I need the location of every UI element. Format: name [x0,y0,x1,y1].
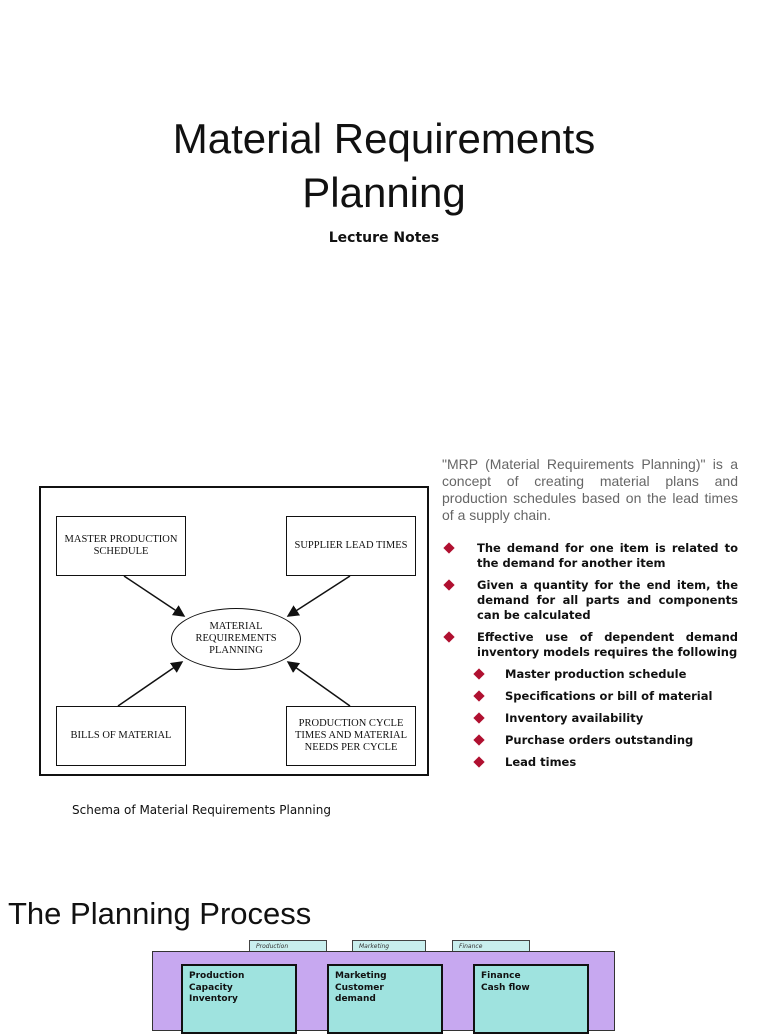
mrp-diagram [39,486,429,776]
diamond-bullet-icon [473,756,484,767]
planning-process-title: The Planning Process [8,896,312,931]
box-bills-of-material: BILLS OF MATERIAL [56,706,186,766]
list-item: Effective use of dependent demand inventory models requires the following [442,630,738,660]
diamond-bullet-icon [473,712,484,723]
slide-subtitle: Lecture Notes [328,230,440,246]
arrow-top-right [288,576,350,616]
arrow-bottom-left [118,662,182,706]
list-item: The demand for one item is related to the demand for another item [442,541,738,571]
sub-list-item: Inventory availability [442,711,738,726]
box-master-production-schedule: MASTER PRODUCTION SCHEDULE [56,516,186,576]
bullet-list [442,541,738,777]
diamond-bullet-icon [473,690,484,701]
tab-marketing-label: Marketing [352,940,426,954]
diamond-bullet-icon [443,631,454,642]
box-production-cycle-times: PRODUCTION CYCLE TIMES AND MATERIAL NEEDS PER CYCLE [286,706,416,766]
diagram-caption: Schema of Material Requirements Planning [72,803,331,817]
sub-list-item: Purchase orders outstanding [442,733,738,748]
tab-finance-label: Finance [452,940,530,954]
arrow-top-left [124,576,184,616]
marketing-box: Marketing Customer demand [327,964,443,1034]
diamond-bullet-icon [443,542,454,553]
mrp-intro-paragraph: "MRP (Material Requirements Planning)" is a concept of creating material plans and production schedules based on the lead times of a supply chain. [442,456,738,523]
tab-production-label: Production [249,940,327,954]
diamond-bullet-icon [443,579,454,590]
arrow-bottom-right [288,662,350,706]
box-supplier-lead-times: SUPPLIER LEAD TIMES [286,516,416,576]
slide-title-line2: Planning [302,169,466,216]
diamond-bullet-icon [473,734,484,745]
sub-list-item: Specifications or bill of material [442,689,738,704]
diamond-bullet-icon [473,668,484,679]
slide-title-line1: Material Requirements [172,115,596,162]
finance-box: Finance Cash flow [473,964,589,1034]
sub-list-item: Lead times [442,755,738,770]
sub-list-item: Master production schedule [442,667,738,682]
ellipse-mrp: MATERIAL REQUIREMENTS PLANNING [171,608,301,670]
slide-title [0,112,768,220]
list-item: Given a quantity for the end item, the demand for all parts and components can be calculated [442,578,738,623]
production-box: Production Capacity Inventory [181,964,297,1034]
